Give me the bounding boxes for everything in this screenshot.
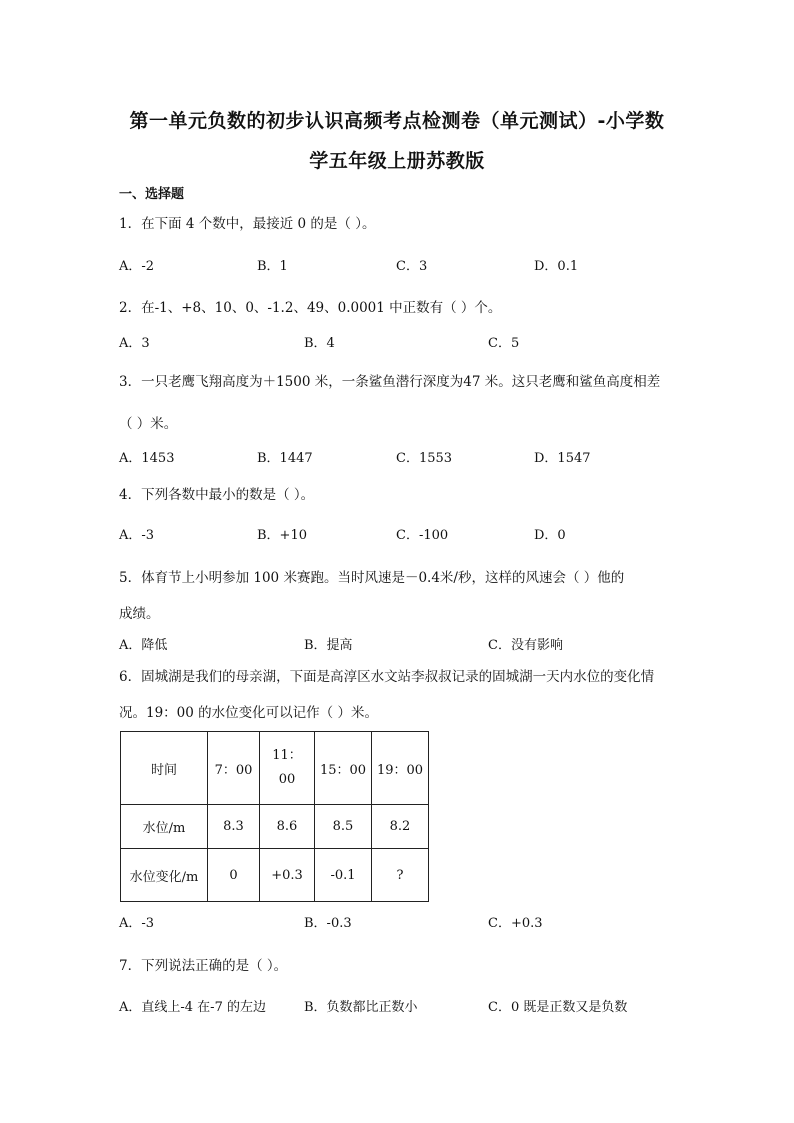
table-header-7: 7：00 — [208, 732, 260, 805]
q7-option-b: B．负数都比正数小 — [304, 1000, 418, 1015]
table-header-time: 时间 — [121, 732, 208, 805]
table-cell: 8.5 — [315, 805, 372, 849]
page-title-line-1: 第一单元负数的初步认识高频考点检测卷（单元测试）-小学数 — [129, 110, 665, 132]
q1-option-d: D．0.1 — [534, 259, 579, 274]
table-cell: 水位/m — [121, 805, 208, 849]
table-cell: 水位变化/m — [121, 849, 208, 902]
q1-option-a: A．-2 — [119, 259, 155, 274]
table-cell: 8.2 — [372, 805, 429, 849]
table-cell: 0 — [208, 849, 260, 902]
table-cell: +0.3 — [260, 849, 315, 902]
q7-option-a: A．直线上-4 在-7 的左边 — [119, 1000, 266, 1015]
q4-option-c: C．-100 — [396, 528, 449, 543]
q4-option-d: D．0 — [534, 528, 566, 543]
question-3: 3．一只老鹰飞翔高度为＋1500 米，一条鲨鱼潜行深度为47 米。这只老鹰和鲨鱼高度相差 — [119, 374, 661, 390]
question-3-cont: （ ）米。 — [119, 416, 178, 432]
q7-option-c: C．0 既是正数又是负数 — [488, 1000, 628, 1015]
table-row — [121, 849, 429, 902]
table-header-15: 15：00 — [315, 732, 372, 805]
q1-option-b: B．1 — [257, 259, 288, 274]
question-6: 6．固城湖是我们的母亲湖，下面是高淳区水文站李叔叔记录的固城湖一天内水位的变化情 — [119, 669, 655, 685]
q3-option-c: C．1553 — [396, 451, 453, 466]
q5-option-b: B．提高 — [304, 638, 353, 653]
table-header-11-part2: 00 — [278, 772, 296, 787]
q4-option-a: A．-3 — [119, 528, 155, 543]
table-cell: 8.3 — [208, 805, 260, 849]
q2-option-c: C．5 — [488, 336, 520, 351]
q3-option-b: B．1447 — [257, 451, 313, 466]
q5-option-a: A．降低 — [119, 638, 168, 653]
q6-option-b: B．-0.3 — [304, 916, 352, 931]
q6-option-c: C．+0.3 — [488, 916, 543, 931]
table-cell: ? — [372, 849, 429, 902]
q2-option-b: B．4 — [304, 336, 335, 351]
question-4: 4．下列各数中最小的数是（ ）。 — [119, 487, 315, 503]
table-row — [121, 732, 429, 805]
question-6-cont: 况。19：00 的水位变化可以记作（ ）米。 — [119, 705, 378, 721]
table-header-11-part1: 11： — [272, 748, 302, 763]
table-row — [121, 805, 429, 849]
table-header-11 — [260, 732, 315, 805]
page-title-line-2: 学五年级上册苏教版 — [309, 150, 485, 172]
q5-option-c: C．没有影响 — [488, 638, 563, 653]
table-header-19: 19：00 — [372, 732, 429, 805]
question-5-cont: 成绩。 — [119, 606, 160, 622]
table-cell: 8.6 — [260, 805, 315, 849]
q4-option-b: B．+10 — [257, 528, 307, 543]
q2-option-a: A．3 — [119, 336, 150, 351]
question-2: 2．在-1、+8、10、0、-1.2、49、0.0001 中正数有（ ）个。 — [119, 300, 502, 316]
q3-option-d: D．1547 — [534, 451, 591, 466]
question-5: 5．体育节上小明参加 100 米赛跑。当时风速是－0.4米/秒，这样的风速会（ ）他的 — [119, 570, 625, 586]
question-7: 7．下列说法正确的是（ ）。 — [119, 958, 288, 974]
q1-option-c: C．3 — [396, 259, 428, 274]
table-cell: -0.1 — [315, 849, 372, 902]
section-heading: 一、选择题 — [119, 187, 185, 202]
q6-option-a: A．-3 — [119, 916, 155, 931]
water-level-table — [120, 731, 429, 902]
question-1: 1．在下面 4 个数中，最接近 0 的是（ ）。 — [119, 216, 376, 232]
q3-option-a: A．1453 — [119, 451, 175, 466]
